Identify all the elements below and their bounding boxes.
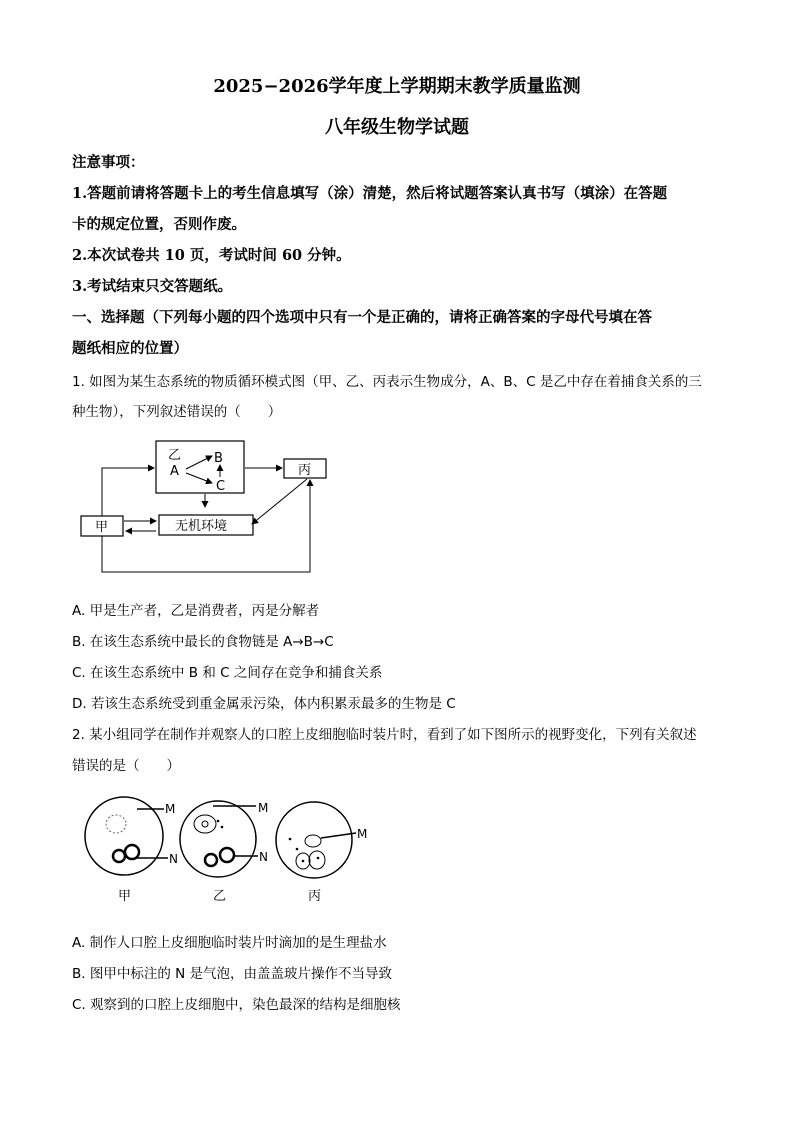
label-field-jia: 甲 bbox=[118, 889, 132, 904]
field-bing bbox=[276, 802, 352, 878]
label-b: B bbox=[214, 451, 223, 466]
question-1-option-c: C. 在该生态系统中 B 和 C 之间存在竞争和捕食关系 bbox=[72, 665, 383, 681]
field-yi bbox=[180, 801, 256, 877]
question-1-stem: 1. 如图为某生态系统的物质循环模式图（甲、乙、丙表示生物成分，A、B、C 是乙中存在着捕食关系的三 bbox=[72, 374, 702, 390]
question-1-stem-cont: 种生物），下列叙述错误的（ ） bbox=[72, 404, 282, 420]
question-2-stem-cont: 错误的是（ ） bbox=[72, 758, 180, 774]
question-1-option-d: D. 若该生态系统受到重金属汞污染，体内积累汞最多的生物是 C bbox=[72, 696, 456, 712]
arrow-a-to-c bbox=[186, 473, 212, 483]
question-2-option-b: B. 图甲中标注的 N 是气泡，由盖盖玻片操作不当导致 bbox=[72, 966, 393, 982]
microscope-view-figure bbox=[72, 788, 382, 908]
label-m-2: M bbox=[258, 801, 269, 815]
question-1-option-a: A. 甲是生产者，乙是消费者，丙是分解者 bbox=[72, 603, 320, 619]
page-title: 2025−2026学年度上学期期末教学质量监测 bbox=[213, 76, 581, 97]
label-env: 无机环境 bbox=[175, 519, 228, 534]
arrow-decomposer-to-env bbox=[252, 479, 307, 524]
arrow-producer-to-consumer bbox=[102, 468, 154, 516]
arrow-a-to-b bbox=[186, 456, 212, 469]
label-field-yi: 乙 bbox=[213, 889, 227, 904]
section-heading: 一、选择题（下列每小题的四个选项中只有一个是正确的，请将正确答案的字母代号填在答 bbox=[72, 309, 652, 326]
label-a: A bbox=[170, 464, 179, 479]
label-m-1: M bbox=[165, 802, 176, 816]
label-yi: 乙 bbox=[168, 448, 182, 463]
notice-item-1: 1.答题前请将答题卡上的考生信息填写（涂）清楚，然后将试题答案认真书写（填涂）在答题 bbox=[72, 185, 668, 202]
label-m-3: M bbox=[357, 827, 368, 841]
label-n-1: N bbox=[169, 852, 178, 866]
label-field-bing: 丙 bbox=[308, 889, 322, 904]
question-1-option-b: B. 在该生态系统中最长的食物链是 A→B→C bbox=[72, 634, 334, 650]
page-subtitle: 八年级生物学试题 bbox=[325, 117, 469, 138]
question-2-option-a: A. 制作人口腔上皮细胞临时装片时滴加的是生理盐水 bbox=[72, 935, 387, 951]
label-n-2: N bbox=[259, 850, 268, 864]
notice-item-3: 3.考试结束只交答题纸。 bbox=[72, 278, 233, 295]
question-2-stem: 2. 某小组同学在制作并观察人的口腔上皮细胞临时装片时，看到了如下图所示的视野变化，下列有关叙述 bbox=[72, 727, 697, 743]
label-bing: 丙 bbox=[298, 463, 312, 478]
question-2-option-c: C. 观察到的口腔上皮细胞中，染色最深的结构是细胞核 bbox=[72, 997, 401, 1013]
notice-heading: 注意事项： bbox=[72, 154, 145, 171]
label-jia: 甲 bbox=[95, 520, 109, 535]
material-cycle-diagram bbox=[70, 432, 370, 582]
notice-item-1-cont: 卡的规定位置，否则作废。 bbox=[72, 216, 246, 233]
notice-item-2: 2.本次试卷共 10 页，考试时间 60 分钟。 bbox=[72, 247, 351, 264]
section-heading-cont: 题纸相应的位置） bbox=[72, 340, 188, 357]
label-c: C bbox=[216, 479, 226, 494]
